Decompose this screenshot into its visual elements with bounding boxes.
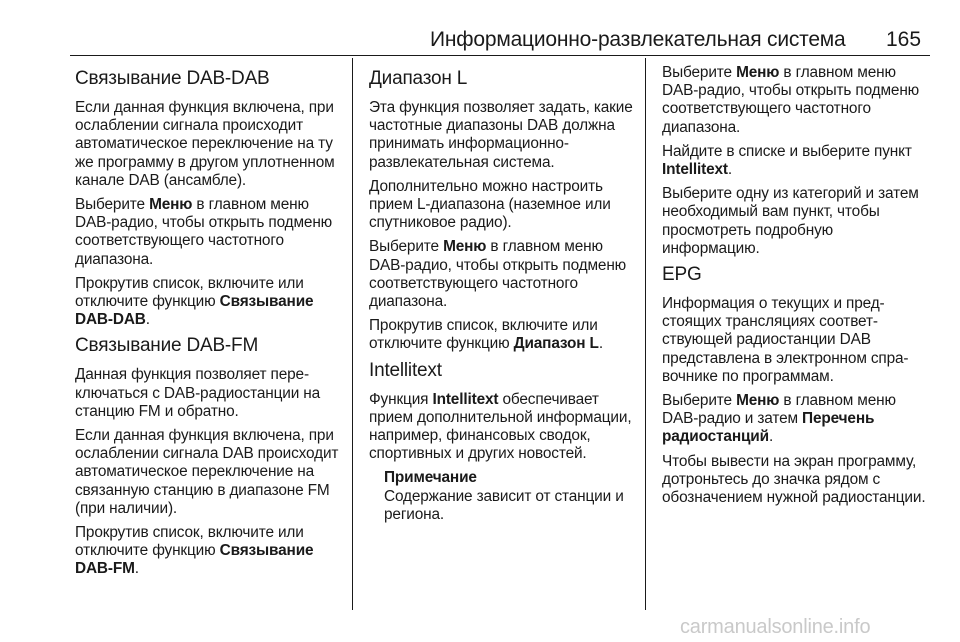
text-run: Прокрутив список, включите или отключите функцию [75, 524, 304, 560]
text-run: Прокрутив список, включите или отключите функцию [369, 317, 598, 353]
paragraph: Данная функция позволяет переключаться с DAB-радиостанции на станцию FM и обратно. [75, 366, 321, 420]
text-run: . [727, 161, 733, 179]
column-divider-2 [645, 58, 646, 610]
menu-term: Меню [736, 392, 780, 410]
text-run: в главном меню DAB-радио, чтобы открыть подменю соответствующего частотного диапазона. [369, 238, 627, 311]
paragraph [662, 64, 934, 137]
text-run: Выберите [662, 392, 737, 410]
text-run: в главном меню DAB-радио, чтобы открыть подменю соответствующего частотного диапазона. [75, 196, 333, 268]
page-number: 165 [886, 28, 922, 51]
paragraph: Если данная функция включена, при ослаблении сигнала происходит автоматическое переключение на ту же программу в другом уплотненном канале DAB (ансамбле). [75, 99, 335, 189]
paragraph: Дополнительно можно настроить прием L-диапазона (наземное или спутниковое радио). [369, 177, 611, 232]
column-1 [75, 64, 347, 585]
paragraph [662, 143, 934, 179]
text-run: Выберите [369, 238, 444, 256]
section-title-l-band: Диапазон L [369, 68, 468, 89]
text-run: в главном меню DAB-радио, чтобы открыть подменю соответствующего частотного диапазона. [662, 64, 920, 136]
text-run: Прокрутив список, включите или отключите функцию [75, 274, 304, 311]
paragraph [369, 391, 639, 464]
paragraph [369, 317, 639, 353]
text-run: обеспечивает прием дополнительной информации, например, финансовых сводок, спортивных и других новостей. [369, 390, 632, 463]
menu-term: Меню [149, 196, 193, 214]
page-header [0, 0, 960, 58]
note-text: Содержание зависит от станции и региона. [384, 487, 624, 523]
text-run: Выберите [662, 64, 737, 81]
paragraph: Информация о текущих и предстоящих трансляциях соответствующей радиостанции DAB представлена в электронном справочнике по программам. [662, 295, 909, 385]
text-run: . [598, 335, 603, 353]
text-run: . [134, 560, 139, 578]
paragraph: Чтобы вывести на экран программу, дотроньтесь до значка рядом с обозначением нужной радиостанции. [662, 452, 926, 507]
section-title-epg: EPG [662, 264, 702, 286]
text-run: Выберите [75, 196, 150, 214]
header-title: Информационно-развлекательная система [430, 28, 846, 51]
watermark: carmanualsonline.info [680, 616, 871, 638]
menu-term: Перечень радиостанций [662, 410, 875, 446]
paragraph [662, 392, 934, 447]
menu-term: Меню [736, 64, 780, 81]
paragraph [75, 275, 347, 330]
paragraph: Если данная функция включена, при ослаблении сигнала DAB происходит автоматическое переключение на связанную станцию в диапазоне FM (при наличии). [75, 427, 339, 517]
paragraph: Эта функция позволяет задать, какие частотные диапазоны DAB должна принимать информационно-развлекательная система. [369, 99, 633, 171]
paragraph [75, 196, 347, 269]
column-3 [662, 64, 934, 513]
menu-term: Intellitext [432, 390, 499, 408]
paragraph: Выберите одну из категорий и затем необходимый вам пункт, чтобы просмотреть подробную информацию. [662, 185, 919, 257]
menu-term: Связывание DAB-DAB [75, 293, 314, 329]
paragraph [369, 238, 639, 311]
section-title-dab-fm: Связывание DAB-FM [75, 335, 259, 357]
text-run: Найдите в списке и выберите пункт [662, 142, 912, 160]
text-run: . [768, 428, 774, 446]
section-title-dab-dab: Связывание DAB-DAB [75, 68, 270, 89]
menu-term: Intellitext [662, 161, 728, 179]
column-2 [369, 64, 639, 530]
column-divider-1 [352, 58, 353, 610]
header-divider [70, 55, 930, 56]
text-run: . [145, 311, 150, 329]
note-box [384, 469, 639, 524]
note-title: Примечание [384, 469, 477, 487]
menu-term: Меню [443, 238, 487, 256]
paragraph [75, 524, 347, 579]
text-run: Функция [369, 390, 433, 408]
text-run: в главном меню DAB-радио и затем [662, 392, 896, 428]
menu-term: Диапазон L [513, 335, 599, 353]
menu-term: Связывание DAB-FM [75, 542, 314, 578]
section-title-intellitext: Intellitext [369, 359, 442, 381]
